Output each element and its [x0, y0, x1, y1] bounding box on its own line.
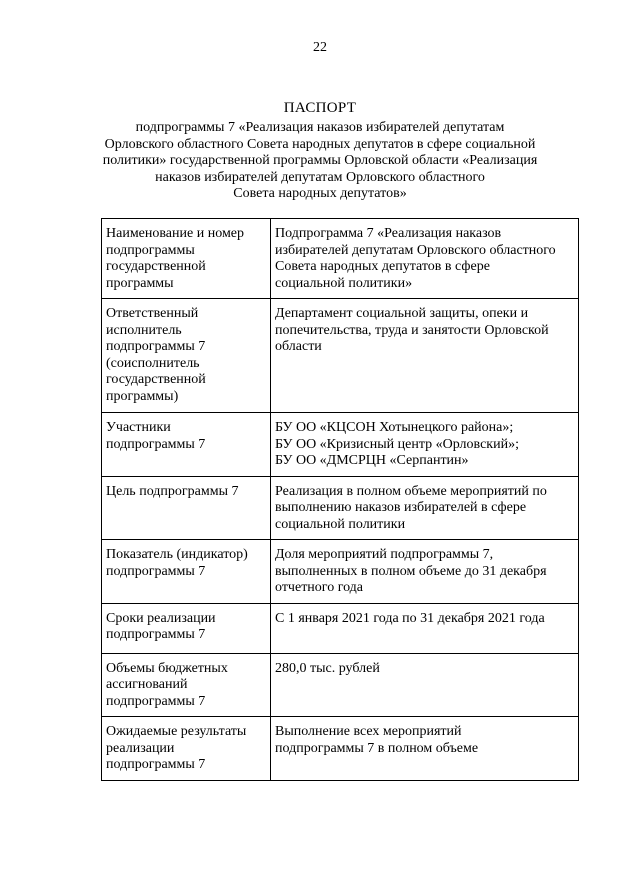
row-value-line: отчетного года — [275, 580, 364, 595]
row-value-line: области — [275, 339, 322, 354]
row-label-cell — [102, 219, 271, 299]
subtitle-line: наказов избирателей депутатам Орловского областного — [155, 169, 485, 185]
row-label-line: программы) — [106, 388, 179, 404]
row-label-line: Сроки реализации — [106, 610, 216, 626]
row-label-line: Участники — [106, 420, 171, 435]
subtitle-line: подпрограммы 7 «Реализация наказов избирателей депутатам — [135, 120, 505, 135]
row-value-cell — [271, 717, 579, 781]
row-value-cell — [271, 603, 579, 653]
table-row — [102, 299, 579, 413]
row-value-line: избирателей депутатам Орловского областного — [275, 242, 556, 258]
subtitle-line: Совета народных депутатов» — [233, 186, 407, 201]
row-label-cell — [102, 717, 271, 781]
document-subtitle — [90, 120, 550, 203]
row-value-line: социальной политики» — [275, 275, 413, 291]
row-value-cell — [271, 653, 579, 717]
row-value-cell — [271, 476, 579, 540]
row-label-line: подпрограммы 7 — [106, 757, 206, 772]
row-label-cell — [102, 476, 271, 540]
subtitle-line: политики» государственной программы Орловской области «Реализация — [102, 153, 538, 168]
row-label-line: исполнитель — [106, 322, 182, 338]
row-value-line: Подпрограмма 7 «Реализация наказов — [275, 226, 502, 241]
row-label-line: Ожидаемые результаты — [106, 724, 247, 739]
table-row — [102, 476, 579, 540]
row-label-line: подпрограммы 7 — [106, 436, 206, 452]
row-label-line: Объемы бюджетных — [106, 660, 228, 676]
row-value-cell — [271, 540, 579, 604]
document-title: ПАСПОРТ — [283, 100, 357, 116]
page-number: 22 — [313, 40, 327, 55]
row-value-line: С 1 января 2021 года по 31 декабря 2021 года — [275, 610, 545, 626]
row-label-line: Ответственный — [106, 306, 199, 321]
row-value-line: выполненных в полном объеме до 31 декабря — [275, 563, 547, 579]
row-value-line: Реализация в полном объеме мероприятий по — [275, 483, 547, 499]
row-value-line: БУ ОО «Кризисный центр «Орловский»; — [275, 436, 519, 452]
table-row — [102, 219, 579, 299]
row-label-line: подпрограммы 7 — [106, 693, 206, 709]
row-label-line: государственной — [106, 259, 206, 274]
row-label-line: Наименование и номер — [106, 226, 245, 241]
row-value-line: попечительства, труда и занятости Орловской — [275, 322, 549, 338]
table-row — [102, 717, 579, 781]
row-label-line: подпрограммы 7 — [106, 563, 206, 579]
table-row — [102, 540, 579, 604]
row-label-line: Цель подпрограммы 7 — [106, 483, 239, 499]
row-label-line: подпрограммы 7 — [106, 339, 206, 354]
row-label-line: программы — [106, 275, 174, 291]
row-value-line: социальной политики — [275, 516, 406, 532]
subtitle-line: Орловского областного Совета народных депутатов в сфере социальной — [104, 136, 536, 152]
row-value-line: БУ ОО «КЦСОН Хотынецкого района»; — [275, 420, 514, 435]
row-value-cell — [271, 413, 579, 477]
row-label-line: ассигнований — [106, 677, 188, 692]
row-label-cell — [102, 299, 271, 413]
row-label-cell — [102, 413, 271, 477]
row-label-cell — [102, 540, 271, 604]
row-value-line: БУ ОО «ДМСРЦН «Серпантин» — [275, 453, 469, 468]
table-row — [102, 413, 579, 477]
row-label-cell — [102, 603, 271, 653]
row-value-line: Департамент социальной защиты, опеки и — [275, 306, 529, 321]
row-value-line: Выполнение всех мероприятий — [275, 724, 462, 739]
row-value-line: выполнению наказов избирателей в сфере — [275, 500, 527, 515]
row-label-line: реализации — [106, 740, 175, 756]
row-label-line: (соисполнитель — [106, 355, 200, 371]
row-label-line: подпрограммы — [106, 242, 195, 258]
row-label-line: государственной — [106, 372, 206, 387]
row-label-line: Показатель (индикатор) — [106, 547, 248, 562]
passport-table — [101, 218, 579, 781]
row-value-line: Доля мероприятий подпрограммы 7, — [275, 547, 494, 562]
row-value-line: подпрограммы 7 в полном объеме — [275, 740, 479, 756]
table-row — [102, 653, 579, 717]
table-row — [102, 603, 579, 653]
row-value-cell — [271, 299, 579, 413]
row-label-line: подпрограммы 7 — [106, 627, 206, 642]
row-label-cell — [102, 653, 271, 717]
row-value-line: 280,0 тыс. рублей — [275, 660, 380, 676]
row-value-cell — [271, 219, 579, 299]
row-value-line: Совета народных депутатов в сфере — [275, 259, 490, 274]
